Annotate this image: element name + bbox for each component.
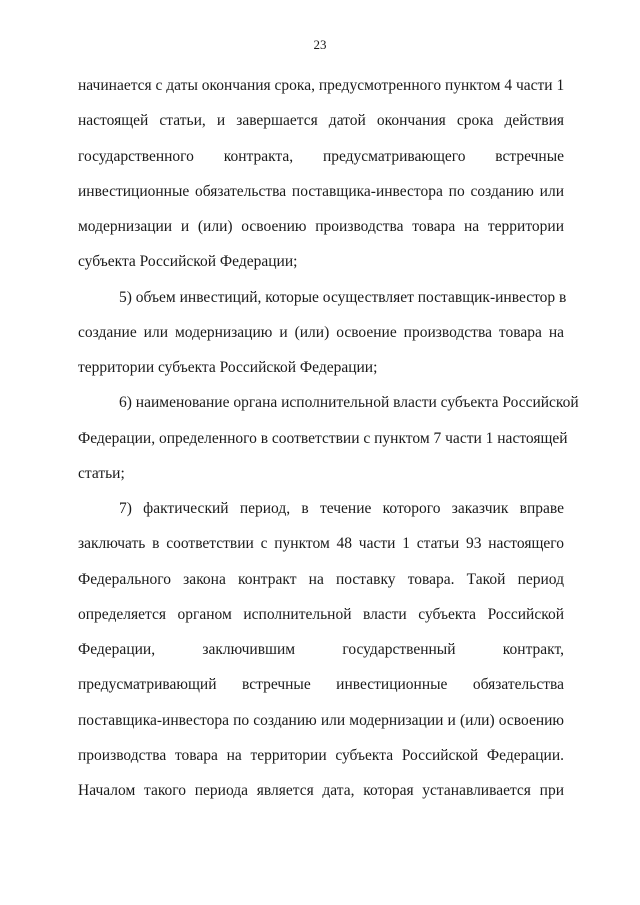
text-line: государственного контракта, предусматривающего встречные	[78, 148, 564, 165]
text-line: начинается с даты окончания срока, предусмотренного пунктом 4 части 1	[78, 77, 565, 94]
text-line: поставщика-инвестора по созданию или модернизации и (или) освоению	[78, 712, 564, 729]
text-line: Федерального закона контракт на поставку товара. Такой период	[78, 571, 564, 588]
text-line: Началом такого периода является дата, которая устанавливается при	[78, 782, 564, 799]
text-line: модернизации и (или) освоению производства товара на территории	[78, 218, 564, 235]
text-line: создание или модернизацию и (или) освоение производства товара на	[78, 324, 564, 341]
text-line: предусматривающий встречные инвестиционные обязательства	[78, 676, 564, 693]
text-line: территории субъекта Российской Федерации;	[78, 359, 378, 376]
text-line: производства товара на территории субъекта Российской Федерации.	[78, 747, 564, 764]
text-line: статьи;	[78, 465, 125, 482]
page-number: 23	[313, 37, 327, 52]
text-line: заключать в соответствии с пунктом 48 части 1 статьи 93 настоящего	[78, 535, 564, 552]
text-line: инвестиционные обязательства поставщика-инвестора по созданию или	[78, 183, 564, 200]
text-line: субъекта Российской Федерации;	[78, 253, 298, 270]
text-line: определяется органом исполнительной власти субъекта Российской	[78, 606, 564, 623]
text-line: 6) наименование органа исполнительной власти субъекта Российской	[119, 394, 579, 411]
text-line: 7) фактический период, в течение которого заказчик вправе	[119, 500, 564, 517]
text-line: Федерации, определенного в соответствии с пунктом 7 части 1 настоящей	[78, 430, 568, 447]
text-line: настоящей статьи, и завершается датой окончания срока действия	[78, 112, 564, 129]
text-line: 5) объем инвестиций, которые осуществляет поставщик-инвестор в	[119, 289, 567, 306]
text-line: Федерации, заключившим государственный контракт,	[78, 641, 564, 658]
